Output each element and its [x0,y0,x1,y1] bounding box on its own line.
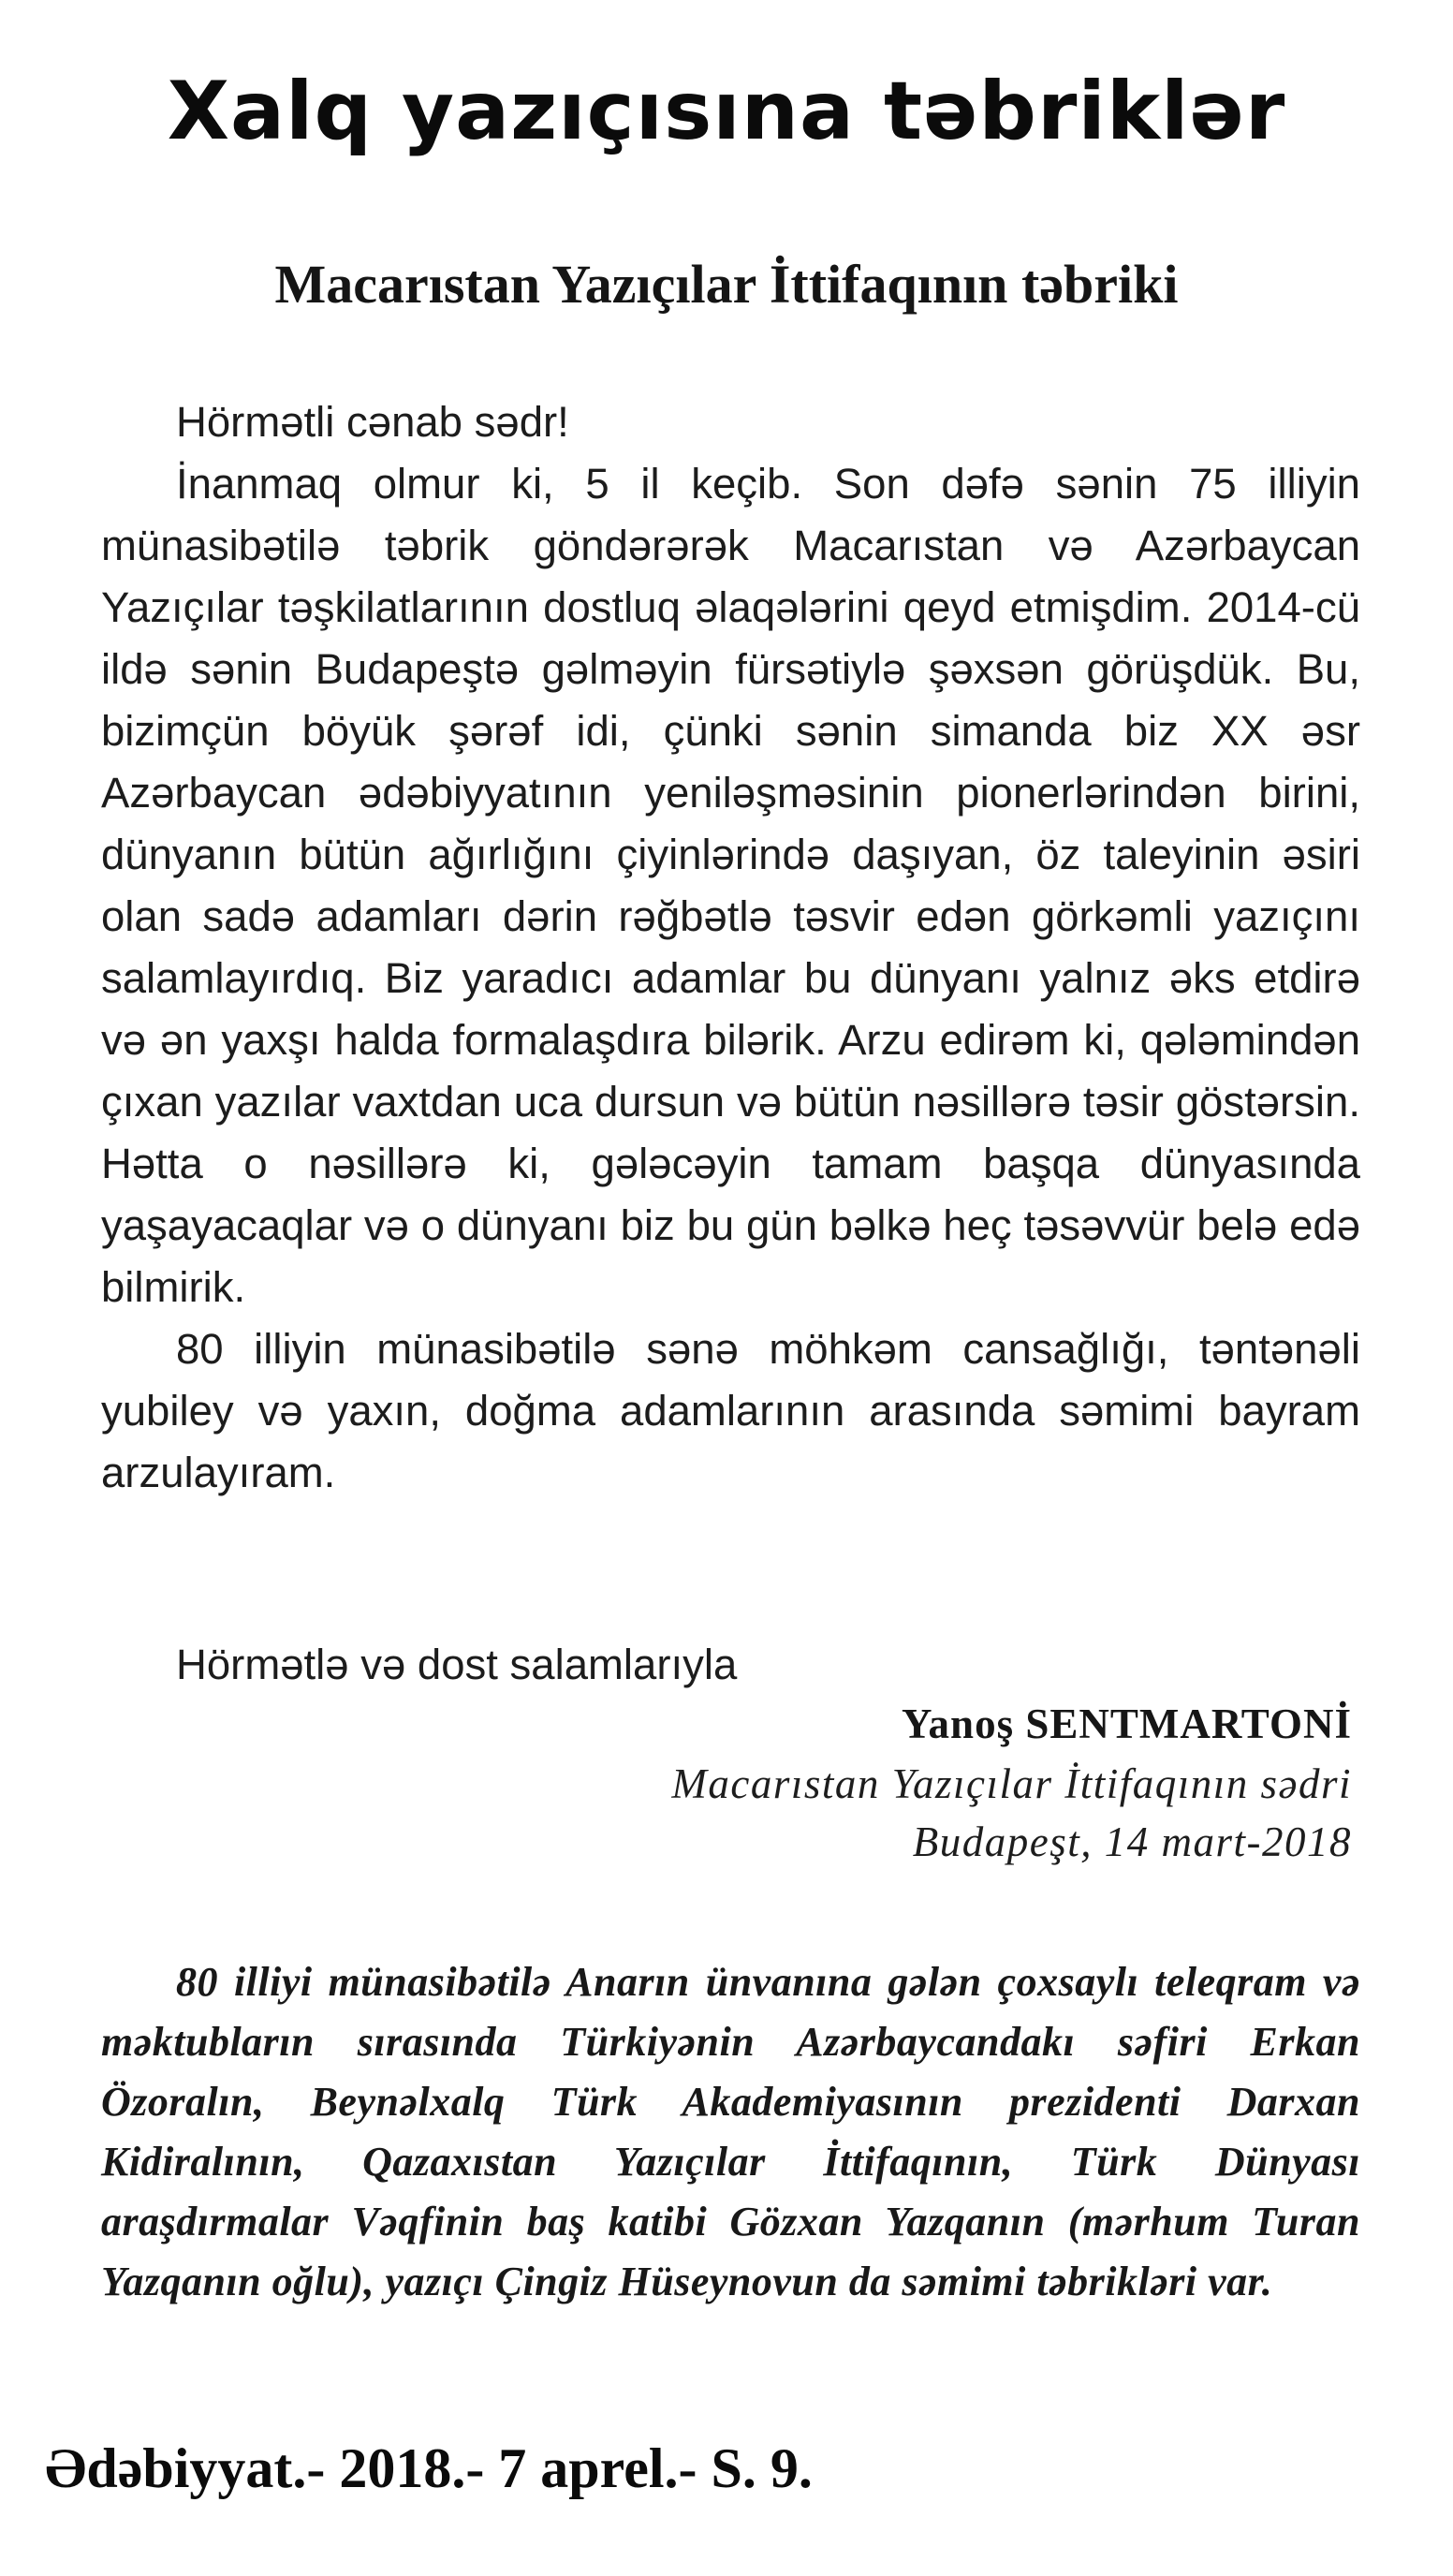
headline: Xalq yazıçısına təbriklər [167,65,1286,158]
signatory-title: Macarıstan Yazıçılar İttifaqının sədri [671,1760,1352,1807]
subheadline: Macarıstan Yazıçılar İttifaqının təbriki [274,254,1179,315]
signature-block [671,1693,1352,1871]
editorial-note: 80 illiyi münasibətilə Anarın ünvanına gələn çoxsaylı teleqram və məktubların sırasında Türkiyənin Azərbaycandakı səfiri Erkan Özoralın, Beynəlxalq Türk Akademiyasının prezidenti Darxan Kidiralının, Qazaxıstan Yazıçılar İttifaqının, Türk Dünyası araşdırmalar Vəqfinin baş katibi Gözxan Yazqanın (mərhum Turan Yazqanın oğlu), yazıçı Çingiz Hüseynovun da səmimi təbrikləri var. [101,1959,1360,2304]
signatory-name: Yanoş SENTMARTONİ [902,1700,1352,1747]
letter-greeting: Hörmətli cənab sədr! [176,398,569,446]
letter-closing: Hörmətlə və dost salamlarıyla [176,1641,738,1688]
letter-paragraph-2: 80 illiyin münasibətilə sənə möhkəm cansağlığı, təntənəli yubiley və yaxın, doğma adamlarının arasında səmimi bayram arzulayıram. [101,1325,1360,1496]
source-citation: Ədəbiyyat.- 2018.- 7 aprel.- S. 9. [45,2437,813,2499]
letter-body [101,391,1360,1504]
signature-place-date: Budapeşt, 14 mart-2018 [912,1818,1352,1865]
letter-paragraph-1: İnanmaq olmur ki, 5 il keçib. Son dəfə sənin 75 illiyin münasibətilə təbrik göndərərək Macarıstan və Azərbaycan Yazıçılar təşkilatlarının dostluq əlaqələrini qeyd etmişdim. 2014-cü ildə sənin Budapeştə gəlməyin fürsətiylə şəxsən görüşdük. Bu, bizimçün böyük şərəf idi, çünki sənin simanda biz XX əsr Azərbaycan ədəbiyyatının yeniləşməsinin pionerlərindən birini, dünyanın bütün ağırlığını çiyinlərində daşıyan, öz taleyinin əsiri olan sadə adamları dərin rəğbətlə təsvir edən görkəmli yazıçını salamlayırdıq. Biz yaradıcı adamlar bu dünyanı yalnız əks etdirə və ən yaxşı halda formalaşdıra bilərik. Arzu edirəm ki, qələmindən çıxan yazılar vaxtdan uca dursun və bütün nəsillərə təsir göstərsin. Hətta o nəsillərə ki, gələcəyin tamam başqa dünyasında yaşayacaqlar və o dünyanı biz bu gün bəlkə heç təsəvvür belə edə bilmirik. [101,460,1360,1311]
